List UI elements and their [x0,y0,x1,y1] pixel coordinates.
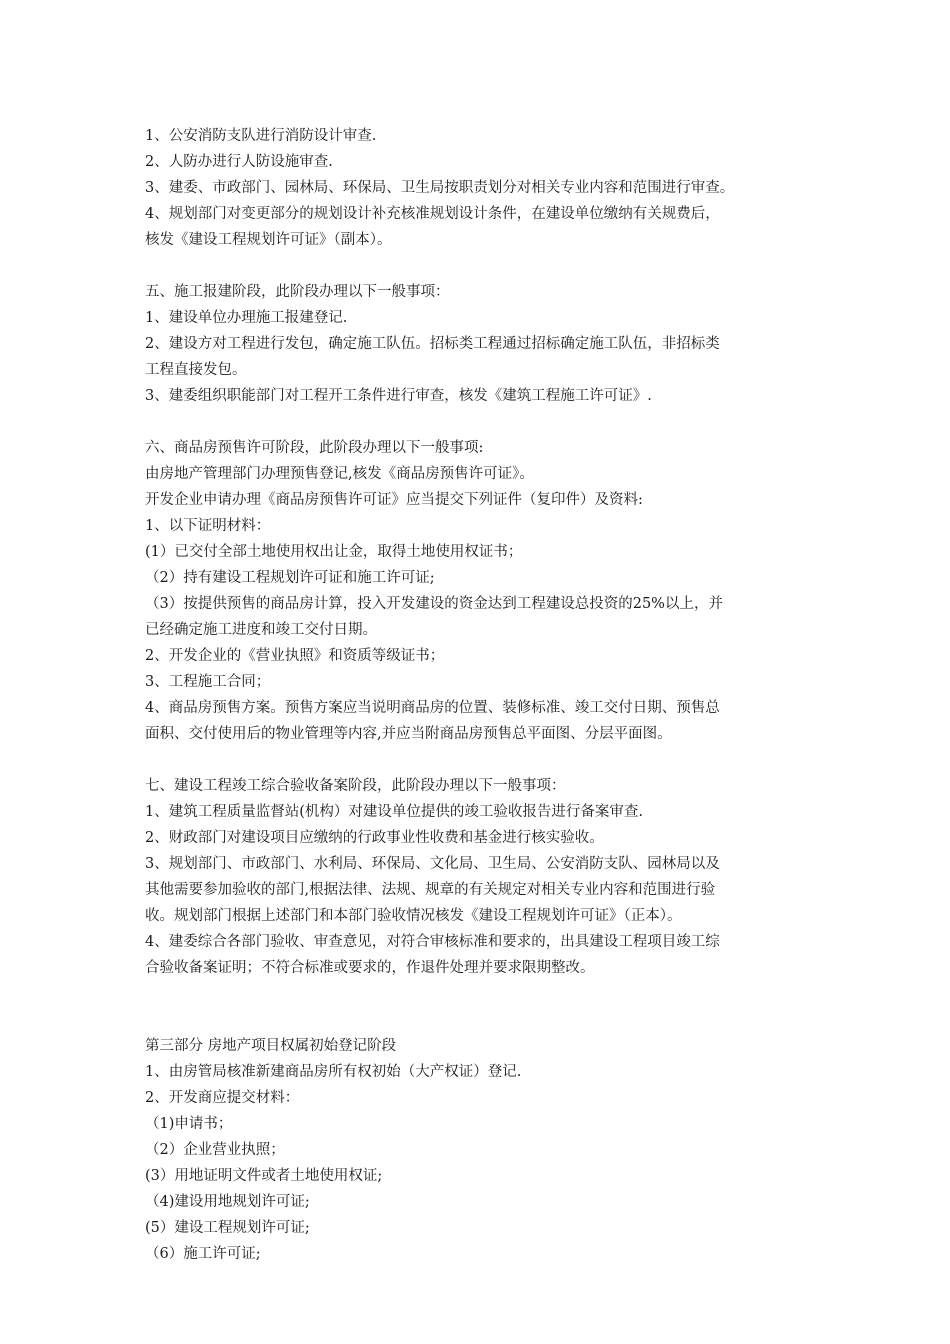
text-line: 1、建筑工程质量监督站(机构）对建设单位提供的竣工验收报告进行备案审查. [145,804,643,820]
paragraph-gap [145,981,835,1033]
text-line: 4、商品房预售方案。预售方案应当说明商品房的位置、装修标准、竣工交付日期、预售总 [145,700,720,716]
text-line: 4、规划部门对变更部分的规划设计补充核准规划设计条件，在建设单位缴纳有关规费后， [145,206,720,222]
text-line: 1、以下证明材料： [145,518,271,534]
text-line: （2）企业营业执照； [145,1142,285,1158]
text-line: 2、开发商应提交材料： [145,1090,300,1106]
text-line: 工程直接发包。 [145,362,247,378]
text-line: 2、财政部门对建设项目应缴纳的行政事业性收费和基金进行核实验收。 [145,830,604,846]
text-line: （3）按提供预售的商品房计算，投入开发建设的资金达到工程建设总投资的25%以上，并 [145,596,723,612]
text-line: 面积、交付使用后的物业管理等内容,并应当附商品房预售总平面图、分层平面图。 [145,726,672,742]
text-line: （1)申请书； [145,1116,233,1132]
text-line: 3、规划部门、市政部门、水利局、环保局、文化局、卫生局、公安消防支队、园林局以及 [145,856,720,872]
section-heading: 六、商品房预售许可阶段，此阶段办理以下一般事项: [145,440,484,456]
text-line: 由房地产管理部门办理预售登记,核发《商品房预售许可证》。 [145,466,534,482]
text-line: (3）用地证明文件或者土地使用权证; [145,1168,383,1184]
text-line: 4、建委综合各部门验收、审查意见，对符合审核标准和要求的，出具建设工程项目竣工综 [145,934,720,950]
text-line: 3、建委、市政部门、园林局、环保局、卫生局按职责划分对相关专业内容和范围进行审查。 [145,180,735,196]
text-line: (5）建设工程规划许可证; [145,1220,310,1236]
text-line: 已经确定施工进度和竣工交付日期。 [145,622,377,638]
text-line: 核发《建设工程规划许可证》（副本）。 [145,232,392,248]
text-line: 2、人防办进行人防设施审查. [145,154,333,170]
text-line: 收。规划部门根据上述部门和本部门验收情况核发《建设工程规划许可证》（正本）。 [145,908,682,924]
text-line: 3、工程施工合同； [145,674,271,690]
text-line: 3、建委组织职能部门对工程开工条件进行审查，核发《建筑工程施工许可证》. [145,388,652,404]
document-page [145,123,835,1267]
paragraph-gap [145,253,835,279]
text-line: （2）持有建设工程规划许可证和施工许可证; [145,570,435,586]
text-line: 1、建设单位办理施工报建登记. [145,310,348,326]
paragraph-gap [145,409,835,435]
part-heading: 第三部分 房地产项目权属初始登记阶段 [145,1038,397,1054]
text-line: 1、公安消防支队进行消防设计审查. [145,128,377,144]
text-line: 1、由房管局核准新建商品房所有权初始（大产权证）登记. [145,1064,522,1080]
section-heading: 七、建设工程竣工综合验收备案阶段，此阶段办理以下一般事项： [145,778,566,794]
text-line: 其他需要参加验收的部门,根据法律、法规、规章的有关规定对相关专业内容和范围进行验 [145,882,716,898]
text-line: （6）施工许可证; [145,1246,261,1262]
text-line: 2、建设方对工程进行发包，确定施工队伍。招标类工程通过招标确定施工队伍，非招标类 [145,336,720,352]
text-line: 2、开发企业的《营业执照》和资质等级证书； [145,648,445,664]
text-line: 合验收备案证明；不符合标准或要求的，作退件处理并要求限期整改。 [145,960,595,976]
section-heading: 五、施工报建阶段，此阶段办理以下一般事项： [145,284,450,300]
paragraph-gap [145,747,835,773]
text-line: （4)建设用地规划许可证; [145,1194,310,1210]
text-line: (1）已交付全部土地使用权出让金，取得土地使用权证书； [145,544,523,560]
text-line: 开发企业申请办理《商品房预售许可证》应当提交下列证件（复印件）及资料: [145,492,643,508]
